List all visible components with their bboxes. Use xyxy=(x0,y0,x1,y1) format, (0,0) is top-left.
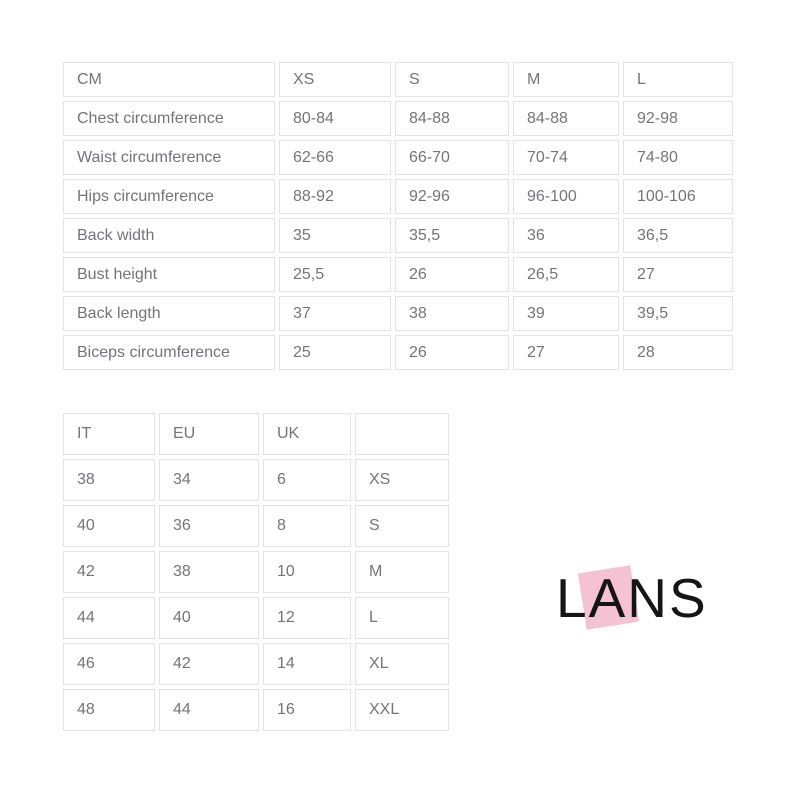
value-cell: XXL xyxy=(355,689,449,731)
conversion-col-header-empty xyxy=(355,413,449,455)
logo-letter: A xyxy=(588,567,628,629)
value-cell: 40 xyxy=(63,505,155,547)
value-cell: 14 xyxy=(263,643,351,685)
value-cell: 39 xyxy=(513,296,619,331)
value-cell: 27 xyxy=(623,257,733,292)
value-cell: 35,5 xyxy=(395,218,509,253)
value-cell: XL xyxy=(355,643,449,685)
value-cell: 26 xyxy=(395,257,509,292)
table-row xyxy=(63,459,449,501)
table-row xyxy=(63,689,449,731)
row-label-cell: Biceps circumference xyxy=(63,335,275,370)
table-row xyxy=(63,551,449,593)
logo-text xyxy=(556,567,708,629)
conversion-col-header-uk: UK xyxy=(263,413,351,455)
size-chart-col-header-m: M xyxy=(513,62,619,97)
size-chart-table xyxy=(59,58,737,374)
value-cell: 48 xyxy=(63,689,155,731)
table-row xyxy=(63,505,449,547)
value-cell: 84-88 xyxy=(395,101,509,136)
value-cell: S xyxy=(355,505,449,547)
table-row xyxy=(63,296,733,331)
table-row xyxy=(63,140,733,175)
value-cell: 37 xyxy=(279,296,391,331)
value-cell: 42 xyxy=(63,551,155,593)
value-cell: 42 xyxy=(159,643,259,685)
value-cell: 8 xyxy=(263,505,351,547)
conversion-col-header-eu: EU xyxy=(159,413,259,455)
value-cell: 12 xyxy=(263,597,351,639)
value-cell: 92-96 xyxy=(395,179,509,214)
value-cell: 38 xyxy=(395,296,509,331)
size-chart-col-header-s: S xyxy=(395,62,509,97)
size-conversion-table xyxy=(59,409,453,735)
value-cell: L xyxy=(355,597,449,639)
value-cell: 35 xyxy=(279,218,391,253)
value-cell: 25,5 xyxy=(279,257,391,292)
value-cell: 70-74 xyxy=(513,140,619,175)
size-chart-col-header-xs: XS xyxy=(279,62,391,97)
row-label-cell: Back length xyxy=(63,296,275,331)
conversion-col-header-it: IT xyxy=(63,413,155,455)
table-row xyxy=(63,597,449,639)
value-cell: 26,5 xyxy=(513,257,619,292)
table-row xyxy=(63,179,733,214)
value-cell: 36 xyxy=(159,505,259,547)
logo-letter: S xyxy=(669,567,708,629)
logo-letter: L xyxy=(556,567,589,629)
size-chart-header-row xyxy=(63,62,733,97)
table-row xyxy=(63,218,733,253)
value-cell: 40 xyxy=(159,597,259,639)
value-cell: 66-70 xyxy=(395,140,509,175)
size-chart-unit-header: CM xyxy=(63,62,275,97)
value-cell: 80-84 xyxy=(279,101,391,136)
row-label-cell: Back width xyxy=(63,218,275,253)
value-cell: 92-98 xyxy=(623,101,733,136)
conversion-header-row xyxy=(63,413,449,455)
value-cell: 38 xyxy=(63,459,155,501)
value-cell: 28 xyxy=(623,335,733,370)
table-row xyxy=(63,643,449,685)
value-cell: 88-92 xyxy=(279,179,391,214)
value-cell: 16 xyxy=(263,689,351,731)
value-cell: 84-88 xyxy=(513,101,619,136)
value-cell: 36 xyxy=(513,218,619,253)
value-cell: 36,5 xyxy=(623,218,733,253)
row-label-cell: Chest circumference xyxy=(63,101,275,136)
value-cell: 44 xyxy=(63,597,155,639)
value-cell: 39,5 xyxy=(623,296,733,331)
value-cell: 62-66 xyxy=(279,140,391,175)
value-cell: 100-106 xyxy=(623,179,733,214)
value-cell: 74-80 xyxy=(623,140,733,175)
value-cell: 44 xyxy=(159,689,259,731)
value-cell: 38 xyxy=(159,551,259,593)
table-row xyxy=(63,101,733,136)
row-label-cell: Bust height xyxy=(63,257,275,292)
value-cell: 34 xyxy=(159,459,259,501)
value-cell: 27 xyxy=(513,335,619,370)
row-label-cell: Waist circumference xyxy=(63,140,275,175)
value-cell: XS xyxy=(355,459,449,501)
table-row xyxy=(63,257,733,292)
value-cell: 46 xyxy=(63,643,155,685)
value-cell: 26 xyxy=(395,335,509,370)
value-cell: M xyxy=(355,551,449,593)
table-row xyxy=(63,335,733,370)
row-label-cell: Hips circumference xyxy=(63,179,275,214)
value-cell: 10 xyxy=(263,551,351,593)
value-cell: 96-100 xyxy=(513,179,619,214)
size-chart-col-header-l: L xyxy=(623,62,733,97)
logo-letter: N xyxy=(627,567,670,629)
value-cell: 25 xyxy=(279,335,391,370)
value-cell: 6 xyxy=(263,459,351,501)
lans-logo xyxy=(556,567,726,639)
